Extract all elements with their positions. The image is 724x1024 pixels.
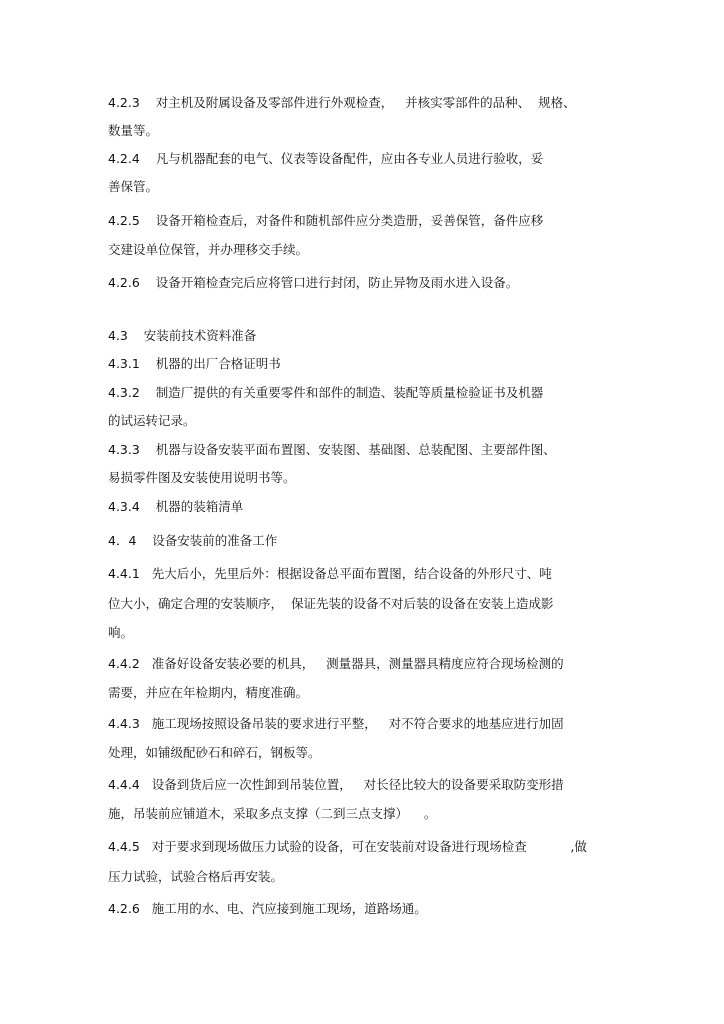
line-4-3-4: 4.3.4 机器的装箱清单 — [108, 499, 244, 514]
line-4-4-3: 4.4.3 施工现场按照设备吊装的要求进行平整， 对不符合要求的地基应进行加固 — [108, 716, 564, 731]
line-4-2-3-cont: 数量等。 — [108, 123, 159, 138]
line-4-3-3-cont: 易损零件图及安装使用说明书等。 — [108, 470, 296, 485]
line-4-2-3: 4.2.3 对主机及附属设备及零部件进行外观检查， 并核实零部件的品种、 规格、 — [108, 95, 576, 110]
line-4-2-6-b: 4.2.6 施工用的水、电、汽应接到施工现场，道路场通。 — [108, 901, 427, 916]
line-4-4-5: 4.4.5 对于要求到现场做压力试验的设备，可在安装前对设备进行现场检查 ,做 — [108, 839, 587, 854]
line-4-4-2-cont: 需要，并应在年检期内，精度准确。 — [108, 685, 309, 700]
line-4-4-5-cont: 压力试验，试验合格后再安装。 — [108, 869, 284, 884]
line-4-4-4: 4.4.4 设备到货后应一次性卸到吊装位置， 对长径比较大的设备要采取防变形措 — [108, 777, 564, 792]
line-4-2-4: 4.2.4 凡与机器配套的电气、仪表等设备配件，应由各专业人员进行验收，妥 — [108, 151, 544, 166]
heading-4-4: 4．4 设备安装前的准备工作 — [108, 533, 278, 548]
line-4-3-3: 4.3.3 机器与设备安装平面布置图、安装图、基础图、总装配图、主要部件图、 — [108, 442, 556, 457]
line-4-3-2: 4.3.2 制造厂提供的有关重要零件和部件的制造、装配等质量检验证书及机器 — [108, 385, 544, 400]
line-4-4-1-end: 响。 — [108, 625, 134, 640]
line-4-4-1: 4.4.1 先大后小，先里后外：根据设备总平面布置图，结合设备的外形尺寸、吨 — [108, 566, 552, 581]
heading-4-3: 4.3 安装前技术资料准备 — [108, 328, 257, 343]
line-4-2-5-cont: 交建设单位保管，并办理移交手续。 — [108, 242, 309, 257]
line-4-2-6: 4.2.6 设备开箱检查完后应将管口进行封闭，防止异物及雨水进入设备。 — [108, 275, 519, 290]
line-4-2-4-cont: 善保管。 — [108, 179, 159, 194]
line-4-3-2-cont: 的试运转记录。 — [108, 413, 196, 428]
line-4-3-1: 4.3.1 机器的出厂合格证明书 — [108, 356, 281, 371]
line-4-4-4-cont: 施，吊装前应铺道木，采取多点支撑（二到三点支撑） 。 — [108, 806, 437, 821]
line-4-4-2: 4.4.2 准备好设备安装必要的机具， 测量器具，测量器具精度应符合现场检测的 — [108, 656, 564, 671]
line-4-4-3-cont: 处理，如铺级配砂石和碎石，钢板等。 — [108, 745, 321, 760]
line-4-4-1-cont: 位大小，确定合理的安装顺序， 保证先装的设备不对后装的设备在安装上造成影 — [108, 596, 554, 611]
line-4-2-5: 4.2.5 设备开箱检查后，对备件和随机部件应分类造册，妥善保管，备件应移 — [108, 213, 544, 228]
